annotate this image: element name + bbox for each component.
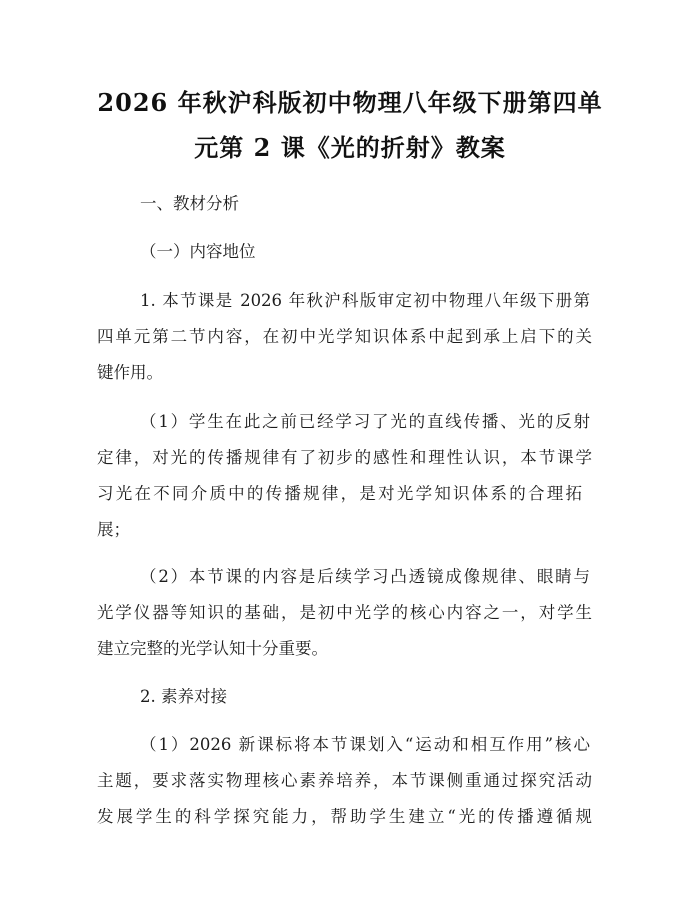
paragraph-1-line-2: 四单元第二节内容，在初中光学知识体系中起到承上启下的关 (97, 327, 592, 346)
document-title-line-1: 2026 年秋沪科版初中物理八年级下册第四单 (97, 88, 603, 117)
paragraph-2-line-2: 定律，对光的传播规律有了初步的感性和理性认识，本节课学 (97, 448, 592, 467)
section-heading: 一、教材分析 (140, 194, 239, 213)
item-heading: 2. 素养对接 (140, 687, 227, 706)
paragraph-2-line-4: 展； (97, 520, 130, 539)
paragraph-3-line-2: 光学仪器等知识的基础，是初中光学的核心内容之一，对学生 (97, 603, 592, 622)
paragraph-1-line-1: 1. 本节课是 2026 年秋沪科版审定初中物理八年级下册第 (140, 291, 590, 310)
paragraph-3-line-1: （2）本节课的内容是后续学习凸透镜成像规律、眼睛与 (140, 567, 590, 586)
paragraph-4-line-3: 发展学生的科学探究能力，帮助学生建立“光的传播遵循规 (97, 807, 592, 826)
paragraph-3-line-3: 建立完整的光学认知十分重要。 (97, 639, 328, 658)
paragraph-1-line-3: 键作用。 (97, 363, 163, 382)
paragraph-4-line-1: （1）2026 新课标将本节课划入“运动和相互作用”核心 (140, 735, 590, 754)
paragraph-4-line-2: 主题，要求落实物理核心素养培养，本节课侧重通过探究活动 (97, 771, 592, 790)
subsection-heading: （一）内容地位 (140, 242, 256, 261)
paragraph-2-line-1: （1）学生在此之前已经学习了光的直线传播、光的反射 (140, 412, 590, 431)
paragraph-2-line-3: 习光在不同介质中的传播规律，是对光学知识体系的合理拓 (97, 484, 582, 503)
document-title-line-2: 元第 2 课《光的折射》教案 (194, 133, 506, 162)
